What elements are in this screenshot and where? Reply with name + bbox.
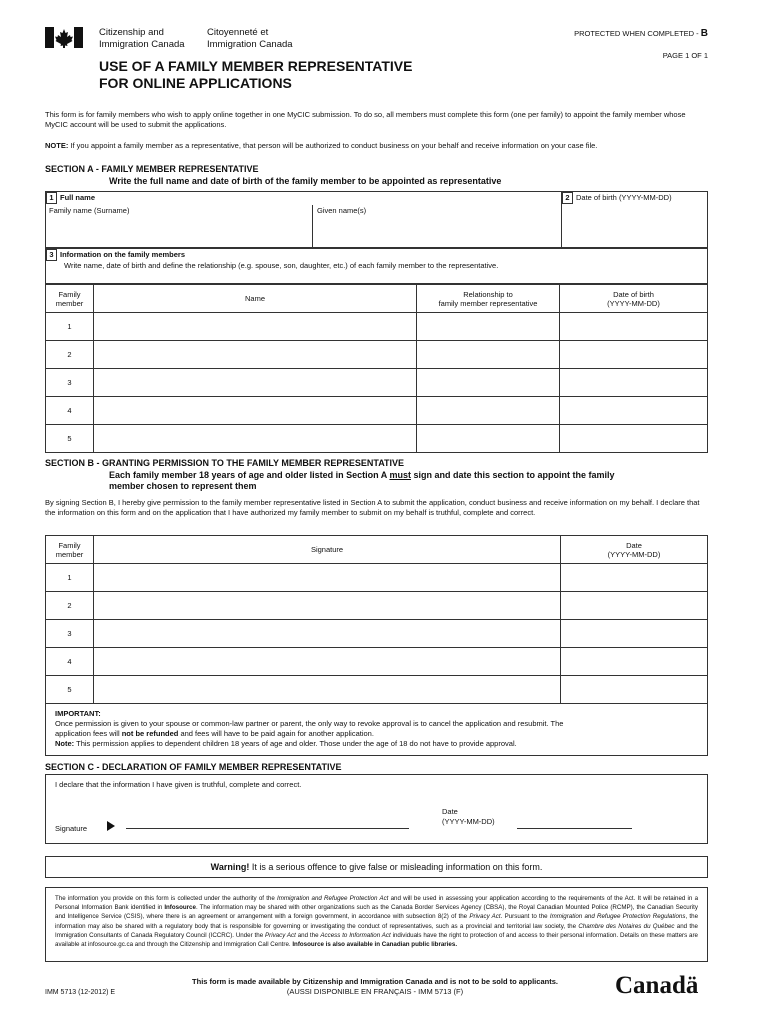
family-name-label: Family name (Surname) xyxy=(49,206,130,215)
section-b-subtitle: Each family member 18 years of age and older listed in Section A must sign and date this section to appoint the family member chosen to represent them xyxy=(109,470,615,491)
table-row: 4 xyxy=(46,397,708,425)
important-box: IMPORTANT: Once permission is given to your spouse or common-law partner or parent, the only way to revoke approval is to cancel the application and resubmit. The application fees will not be refunded and fees will have to be paid again for another application. Note: This permission applies to dependent children 18 years of age and older. Those under the age of 18 do not have to provide approval. xyxy=(45,703,708,756)
section-b-declaration: By signing Section B, I hereby give permission to the family member representative listed in Section A to submit the application, conduct business and receive information on my behalf. I declare that the information on this form and on the application that I have authorized my family member to submit on my behalf is truthful, complete and correct. xyxy=(45,498,700,517)
table-row: 1 xyxy=(46,313,708,341)
footer-notice: This form is made available by Citizenship and Immigration Canada and is not to be sold to applicants. (AUSSI DISPONIBLE EN FRANÇAIS - IMM 5713 (F) xyxy=(192,977,558,996)
col-family-member: Family member xyxy=(46,285,94,313)
table-row: 5 xyxy=(46,676,708,704)
col-name: Name xyxy=(94,285,417,313)
col-relationship: Relationship to family member representative xyxy=(417,285,560,313)
col-date: Date (YYYY-MM-DD) xyxy=(561,536,708,564)
given-names-field[interactable] xyxy=(317,218,557,246)
note-text: NOTE: If you appoint a family member as a representative, that person will be authorized to conduct business on your behalf and receive information on your case file. xyxy=(45,141,598,150)
department-name-en: Citizenship and Immigration Canada xyxy=(99,27,185,50)
form-number: IMM 5713 (12-2012) E xyxy=(45,989,116,996)
section-a-title: SECTION A - FAMILY MEMBER REPRESENTATIVE xyxy=(45,164,259,174)
col-dob: Date of birth (YYYY-MM-DD) xyxy=(560,285,708,313)
date-field[interactable] xyxy=(517,828,632,829)
family-name-field[interactable] xyxy=(49,218,307,246)
family-members-table xyxy=(45,284,708,453)
table-row: 3 xyxy=(46,620,708,648)
page-number: PAGE 1 OF 1 xyxy=(662,51,708,60)
section-a-subtitle: Write the full name and date of birth of the family member to be appointed as representative xyxy=(109,176,502,186)
table-row: 2 xyxy=(46,592,708,620)
intro-text: This form is for family members who wish to apply online together in one MyCIC submission. To do so, all members must complete this form (one per family) to appoint the family member whose MyCIC account will be used to submit the applications. xyxy=(45,110,686,129)
col-family-member: Family member xyxy=(46,536,94,564)
table-row: 1 xyxy=(46,564,708,592)
table-row: 3 xyxy=(46,369,708,397)
section-c-declaration: I declare that the information I have given is truthful, complete and correct. xyxy=(55,780,302,789)
canada-wordmark: Canadä xyxy=(615,972,699,999)
form-title: USE OF A FAMILY MEMBER REPRESENTATIVE FOR ONLINE APPLICATIONS xyxy=(99,58,413,91)
signature-label: Signature xyxy=(55,824,88,833)
signature-arrow-icon xyxy=(106,820,116,832)
section-c-title: SECTION C - DECLARATION OF FAMILY MEMBER REPRESENTATIVE xyxy=(45,762,342,772)
family-info-instructions: Write name, date of birth and define the relationship (e.g. spouse, son, daughter, etc.) of each family member to the representative. xyxy=(64,261,499,270)
dob-label: 2 Date of birth (YYYY-MM-DD) xyxy=(562,192,672,204)
section-b-title: SECTION B - GRANTING PERMISSION TO THE FAMILY MEMBER REPRESENTATIVE xyxy=(45,458,405,468)
table-row: 4 xyxy=(46,648,708,676)
warning-box: Warning! It is a serious offence to give false or misleading information on this form. xyxy=(45,856,708,878)
signatures-table xyxy=(45,535,708,704)
canada-flag-icon xyxy=(45,27,83,48)
given-names-label: Given name(s) xyxy=(317,206,367,215)
dob-field[interactable] xyxy=(566,206,704,246)
protected-label: PROTECTED WHEN COMPLETED - B xyxy=(574,28,708,39)
date-label: Date (YYYY-MM-DD) xyxy=(442,807,495,826)
department-name-fr: Citoyenneté et Immigration Canada xyxy=(207,27,293,50)
privacy-notice: The information you provide on this form is collected under the authority of the Immigration and Refugee Protection Act and will be used in assessing your application according to the requirements of the Act. It will be retained in a Personal Information Bank identified in Infosource. The information may be shared with other organizations such as the Canada Border Services Agency (CBSA), the Royal Canadian Mounted Police (RCMP), the Canadian Security and Intelligence Service (CSIS), where there is an agreement or arrangement with a foreign government, in accordance with subsection 8(2) of the Privacy Act. Pursuant to the Immigration and Refugee Protection Regulations, the information may also be shared with a regulatory body that is responsible for governing or investigating the conduct of representatives, such as a provincial and territorial law society, the Chambre des Notaires du Québec and the Immigration Consultants of Canada Regulatory Council (ICCRC). Under the Privacy Act and the Access to Information Act individuals have the right to protection of and access to their personal information. Details on these matters are available at infosource.gc.ca and through the Citizenship and Immigration Call Centre. Infosource is also available in Canadian public libraries. xyxy=(45,887,708,962)
table-row: 2 xyxy=(46,341,708,369)
col-signature: Signature xyxy=(94,536,561,564)
family-info-label: 3 Information on the family members xyxy=(46,249,185,261)
table-row: 5 xyxy=(46,425,708,453)
full-name-label: 1 Full name xyxy=(46,192,95,204)
signature-field[interactable] xyxy=(126,828,409,829)
